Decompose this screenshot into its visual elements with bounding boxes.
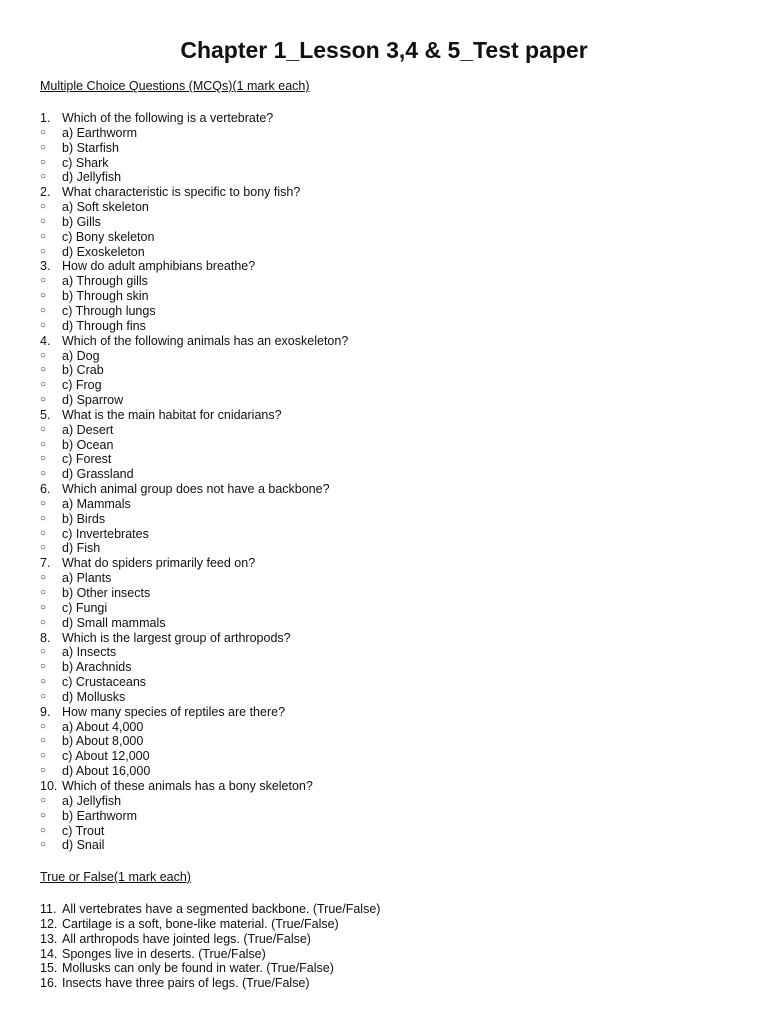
mcq-option bbox=[40, 838, 740, 853]
hollow-circle-bullet-icon: ○ bbox=[40, 468, 47, 480]
item-text: Which of the following is a vertebrate? bbox=[62, 111, 274, 125]
mcq-option bbox=[40, 527, 740, 542]
mcq-question bbox=[40, 111, 740, 126]
hollow-circle-bullet-icon: ○ bbox=[40, 839, 47, 851]
option-text: c) Shark bbox=[62, 155, 109, 170]
mcq-question bbox=[40, 334, 740, 349]
mcq-question bbox=[40, 482, 740, 497]
mcq-option bbox=[40, 720, 740, 735]
hollow-circle-bullet-icon: ○ bbox=[40, 438, 47, 450]
mcq-option bbox=[40, 289, 740, 304]
item-number: 2. bbox=[40, 185, 51, 200]
option-text: a) Jellyfish bbox=[62, 793, 122, 808]
true-false-statement bbox=[40, 976, 740, 991]
hollow-circle-bullet-icon: ○ bbox=[40, 156, 47, 168]
item-number: 7. bbox=[40, 556, 51, 571]
option-text: b) Other insects bbox=[62, 586, 151, 600]
hollow-circle-bullet-icon: ○ bbox=[40, 304, 47, 316]
mcq-question bbox=[40, 705, 740, 720]
hollow-circle-bullet-icon: ○ bbox=[40, 542, 47, 554]
option-text: a) Desert bbox=[62, 422, 114, 437]
mcq-option bbox=[40, 764, 740, 779]
true-false-statement bbox=[40, 932, 740, 947]
item-text: Which of the following animals has an exoskeleton? bbox=[62, 333, 349, 348]
hollow-circle-bullet-icon: ○ bbox=[40, 171, 47, 183]
item-number: 9. bbox=[40, 704, 51, 719]
mcq-option bbox=[40, 824, 740, 839]
hollow-circle-bullet-icon: ○ bbox=[40, 349, 47, 361]
option-text: a) About 4,000 bbox=[62, 719, 144, 734]
option-text: c) Through lungs bbox=[62, 303, 156, 318]
true-false-statement-list bbox=[40, 902, 740, 991]
mcq-option bbox=[40, 170, 740, 185]
mcq-option bbox=[40, 541, 740, 556]
hollow-circle-bullet-icon: ○ bbox=[40, 661, 47, 673]
item-number: 15. bbox=[40, 961, 58, 976]
option-text: d) Grassland bbox=[62, 467, 134, 482]
item-text: Which is the largest group of arthropods? bbox=[62, 630, 291, 645]
mcq-option bbox=[40, 660, 740, 675]
mcq-option bbox=[40, 601, 740, 616]
hollow-circle-bullet-icon: ○ bbox=[40, 690, 47, 702]
item-text: Mollusks can only be found in water. (True/False) bbox=[62, 961, 334, 976]
hollow-circle-bullet-icon: ○ bbox=[40, 572, 47, 584]
hollow-circle-bullet-icon: ○ bbox=[40, 423, 47, 435]
option-text: a) Insects bbox=[62, 645, 117, 660]
mcq-section-heading: Multiple Choice Questions (MCQs)(1 mark each) bbox=[40, 79, 310, 93]
item-text: What do spiders primarily feed on? bbox=[62, 556, 256, 571]
mcq-option bbox=[40, 393, 740, 408]
mcq-option bbox=[40, 438, 740, 453]
hollow-circle-bullet-icon: ○ bbox=[40, 364, 47, 376]
hollow-circle-bullet-icon: ○ bbox=[40, 616, 47, 628]
mcq-option bbox=[40, 141, 740, 156]
option-text: d) About 16,000 bbox=[62, 764, 151, 779]
option-text: d) Mollusks bbox=[62, 689, 126, 704]
option-text: d) Jellyfish bbox=[62, 170, 122, 185]
item-number: 14. bbox=[40, 946, 58, 961]
mcq-option bbox=[40, 645, 740, 660]
option-text: d) Sparrow bbox=[62, 393, 124, 408]
item-text: How many species of reptiles are there? bbox=[62, 704, 286, 719]
hollow-circle-bullet-icon: ○ bbox=[40, 765, 47, 777]
option-text: a) Earthworm bbox=[62, 125, 138, 140]
hollow-circle-bullet-icon: ○ bbox=[40, 824, 47, 836]
hollow-circle-bullet-icon: ○ bbox=[40, 601, 47, 613]
mcq-option bbox=[40, 215, 740, 230]
option-text: b) Through skin bbox=[62, 289, 149, 304]
item-number: 11. bbox=[40, 902, 57, 916]
hollow-circle-bullet-icon: ○ bbox=[40, 527, 47, 539]
option-text: c) About 12,000 bbox=[62, 749, 150, 764]
item-number: 16. bbox=[40, 976, 58, 991]
mcq-option bbox=[40, 245, 740, 260]
mcq-option bbox=[40, 467, 740, 482]
mcq-option bbox=[40, 809, 740, 824]
option-text: a) Dog bbox=[62, 348, 100, 363]
item-number: 8. bbox=[40, 630, 51, 645]
item-number: 10. bbox=[40, 778, 58, 793]
hollow-circle-bullet-icon: ○ bbox=[40, 587, 47, 598]
option-text: b) Birds bbox=[62, 511, 106, 526]
option-text: c) Forest bbox=[62, 452, 112, 467]
mcq-option bbox=[40, 616, 740, 631]
mcq-question bbox=[40, 779, 740, 794]
true-false-statement bbox=[40, 917, 740, 932]
hollow-circle-bullet-icon: ○ bbox=[40, 379, 47, 391]
true-false-statement bbox=[40, 947, 740, 962]
page-title: Chapter 1_Lesson 3,4 & 5_Test paper bbox=[180, 37, 588, 63]
option-text: c) Trout bbox=[62, 823, 105, 838]
option-text: d) Through fins bbox=[62, 318, 146, 333]
option-text: c) Fungi bbox=[62, 600, 108, 615]
mcq-option bbox=[40, 378, 740, 393]
option-text: c) Bony skeleton bbox=[62, 229, 155, 244]
option-text: b) Starfish bbox=[62, 140, 119, 155]
hollow-circle-bullet-icon: ○ bbox=[40, 646, 47, 658]
mcq-question bbox=[40, 556, 740, 571]
mcq-question bbox=[40, 631, 740, 646]
item-number: 12. bbox=[40, 916, 58, 931]
hollow-circle-bullet-icon: ○ bbox=[40, 676, 47, 688]
item-number: 5. bbox=[40, 407, 51, 422]
option-text: a) Plants bbox=[62, 571, 112, 586]
option-text: c) Frog bbox=[62, 378, 102, 393]
option-text: d) Exoskeleton bbox=[62, 244, 145, 259]
mcq-option bbox=[40, 794, 740, 809]
hollow-circle-bullet-icon: ○ bbox=[40, 319, 47, 331]
mcq-option bbox=[40, 690, 740, 705]
mcq-option bbox=[40, 304, 740, 319]
option-text: d) Snail bbox=[62, 838, 105, 853]
hollow-circle-bullet-icon: ○ bbox=[40, 230, 47, 242]
hollow-circle-bullet-icon: ○ bbox=[40, 720, 47, 732]
item-text: Which of these animals has a bony skeleton? bbox=[62, 778, 313, 793]
item-text: Which animal group does not have a backbone? bbox=[62, 482, 330, 497]
mcq-question-list bbox=[40, 111, 740, 853]
mcq-option bbox=[40, 423, 740, 438]
hollow-circle-bullet-icon: ○ bbox=[40, 512, 47, 524]
hollow-circle-bullet-icon: ○ bbox=[40, 201, 47, 213]
option-text: d) Fish bbox=[62, 541, 101, 556]
item-text: All arthropods have jointed legs. (True/False) bbox=[62, 931, 311, 946]
item-text: Cartilage is a soft, bone-like material. (True/False) bbox=[62, 916, 339, 931]
option-text: b) Gills bbox=[62, 214, 101, 229]
item-number: 13. bbox=[40, 931, 58, 946]
item-text: Sponges live in deserts. (True/False) bbox=[62, 946, 266, 961]
hollow-circle-bullet-icon: ○ bbox=[40, 394, 47, 406]
mcq-option bbox=[40, 319, 740, 334]
hollow-circle-bullet-icon: ○ bbox=[40, 245, 47, 257]
hollow-circle-bullet-icon: ○ bbox=[40, 141, 47, 153]
mcq-option bbox=[40, 512, 740, 527]
mcq-option bbox=[40, 363, 740, 378]
item-number: 4. bbox=[40, 333, 51, 348]
mcq-option bbox=[40, 749, 740, 764]
hollow-circle-bullet-icon: ○ bbox=[40, 750, 47, 762]
item-number: 3. bbox=[40, 259, 51, 274]
mcq-option bbox=[40, 586, 740, 601]
mcq-option bbox=[40, 126, 740, 141]
item-number: 1. bbox=[40, 111, 51, 125]
true-false-section-heading: True or False(1 mark each) bbox=[40, 870, 191, 884]
true-false-statement bbox=[40, 961, 740, 976]
option-text: b) Arachnids bbox=[62, 660, 132, 675]
mcq-option bbox=[40, 497, 740, 512]
mcq-option bbox=[40, 349, 740, 364]
mcq-option bbox=[40, 230, 740, 245]
option-text: d) Small mammals bbox=[62, 615, 166, 630]
mcq-option bbox=[40, 452, 740, 467]
true-false-statement bbox=[40, 902, 740, 917]
mcq-question bbox=[40, 408, 740, 423]
option-text: b) Earthworm bbox=[62, 808, 138, 823]
item-text: Insects have three pairs of legs. (True/False) bbox=[62, 976, 310, 991]
hollow-circle-bullet-icon: ○ bbox=[40, 126, 47, 138]
mcq-option bbox=[40, 274, 740, 289]
option-text: a) Mammals bbox=[62, 496, 131, 511]
item-text: What is the main habitat for cnidarians? bbox=[62, 407, 282, 422]
option-text: b) About 8,000 bbox=[62, 734, 144, 749]
item-text: All vertebrates have a segmented backbone. (True/False) bbox=[62, 902, 381, 916]
hollow-circle-bullet-icon: ○ bbox=[40, 290, 47, 302]
option-text: c) Crustaceans bbox=[62, 675, 147, 690]
mcq-question bbox=[40, 185, 740, 200]
mcq-option bbox=[40, 675, 740, 690]
hollow-circle-bullet-icon: ○ bbox=[40, 215, 47, 227]
option-text: b) Ocean bbox=[62, 437, 114, 452]
mcq-question bbox=[40, 259, 740, 274]
mcq-option bbox=[40, 200, 740, 215]
hollow-circle-bullet-icon: ○ bbox=[40, 809, 47, 821]
item-text: How do adult amphibians breathe? bbox=[62, 259, 256, 274]
mcq-option bbox=[40, 156, 740, 171]
hollow-circle-bullet-icon: ○ bbox=[40, 497, 47, 509]
hollow-circle-bullet-icon: ○ bbox=[40, 735, 47, 747]
option-text: b) Crab bbox=[62, 363, 104, 378]
item-text: What characteristic is specific to bony fish? bbox=[62, 185, 301, 200]
option-text: a) Soft skeleton bbox=[62, 200, 149, 215]
hollow-circle-bullet-icon: ○ bbox=[40, 453, 47, 465]
option-text: c) Invertebrates bbox=[62, 526, 149, 541]
hollow-circle-bullet-icon: ○ bbox=[40, 794, 47, 806]
hollow-circle-bullet-icon: ○ bbox=[40, 275, 47, 287]
option-text: a) Through gills bbox=[62, 274, 148, 289]
mcq-option bbox=[40, 734, 740, 749]
mcq-option bbox=[40, 571, 740, 586]
item-number: 6. bbox=[40, 482, 51, 497]
